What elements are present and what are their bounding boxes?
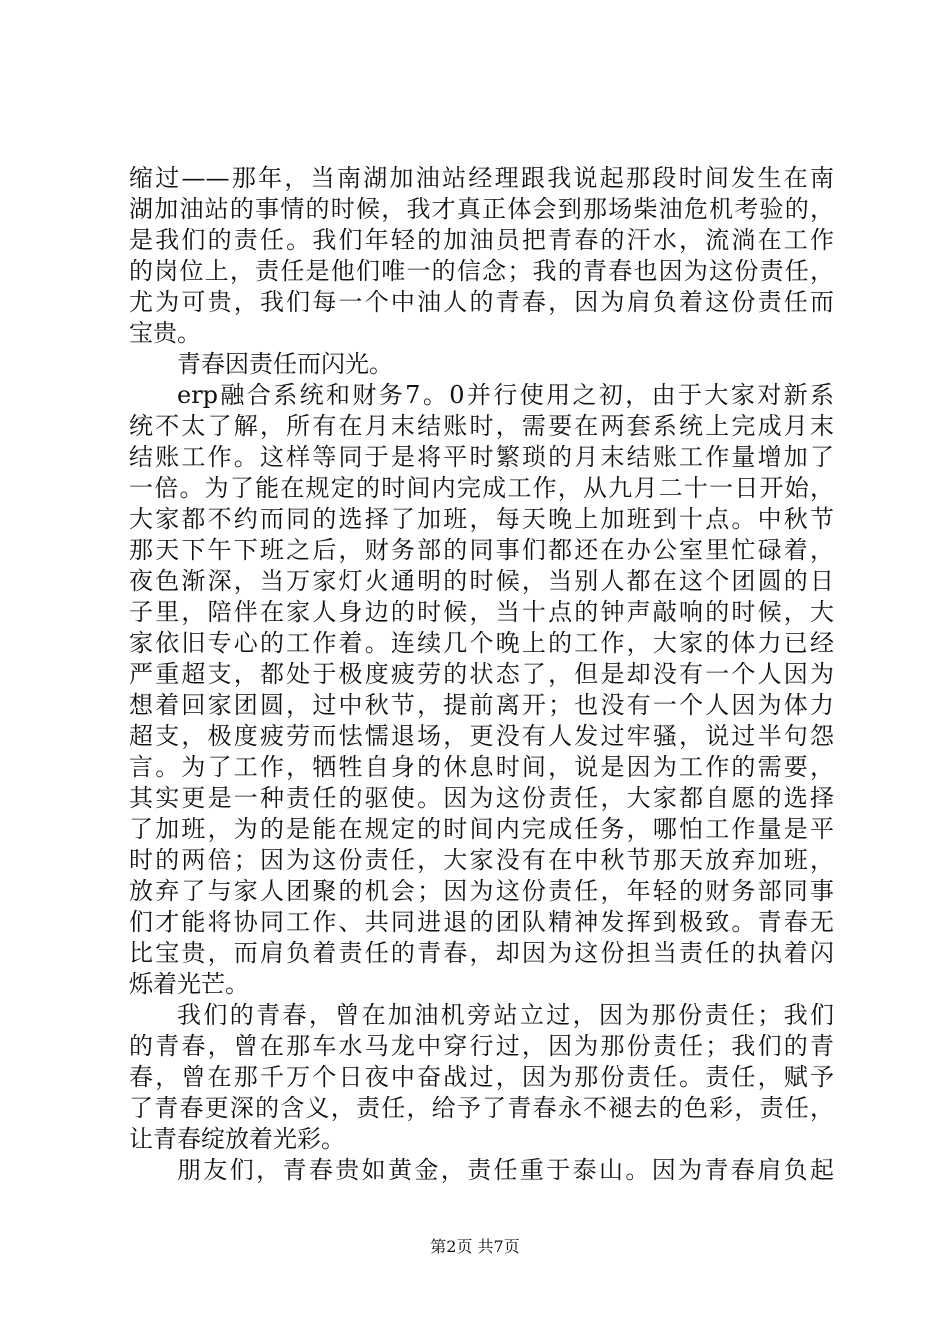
text-line: 那天下午下班之后，财务部的同事们都还在办公室里忙碌着， [129, 536, 834, 564]
paragraph [129, 1000, 834, 1155]
text-line: 结账工作。这样等同于是将平时繁琐的月末结账工作量增加了 [129, 443, 834, 471]
text-line: 我们的青春，曾在加油机旁站立过，因为那份责任；我们 [177, 1001, 834, 1029]
text-line: 其实更是一种责任的驱使。因为这份责任，大家都自愿的选择 [129, 784, 834, 812]
text-line: 了加班，为的是能在规定的时间内完成任务，哪怕工作量是平 [129, 815, 834, 843]
paragraph [129, 349, 834, 380]
text-line: 大家都不约而同的选择了加班，每天晚上加班到十点。中秋节 [129, 505, 834, 533]
text-line: 朋友们，青春贵如黄金，责任重于泰山。因为青春肩负起 [177, 1156, 834, 1184]
text-line: 时的两倍；因为这份责任，大家没有在中秋节那天放弃加班， [129, 846, 834, 874]
document-body [129, 163, 834, 1186]
text-line: 烁着光芒。 [129, 970, 249, 998]
page-footer: 第2页 共7页 [430, 1237, 520, 1256]
paragraph [129, 380, 834, 1000]
text-line: 夜色渐深，当万家灯火通明的时候，当别人都在这个团圆的日 [129, 567, 834, 595]
text-line: 春，曾在那千万个日夜中奋战过，因为那份责任。责任，赋予 [129, 1063, 834, 1091]
text-line: 子里，陪伴在家人身边的时候，当十点的钟声敲响的时候，大 [129, 598, 834, 626]
text-line: 湖加油站的事情的时候，我才真正体会到那场柴油危机考验的， [129, 195, 834, 223]
text-line: 缩过——那年，当南湖加油站经理跟我说起那段时间发生在南 [129, 164, 834, 192]
text-line: 一倍。为了能在规定的时间内完成工作，从九月二十一日开始， [129, 474, 834, 502]
text-line: 言。为了工作，牺牲自身的休息时间，说是因为工作的需要， [129, 753, 834, 781]
paragraph [129, 163, 834, 349]
text-line: 比宝贵，而肩负着责任的青春，却因为这份担当责任的执着闪 [129, 939, 834, 967]
text-line: 宝贵。 [129, 319, 201, 347]
text-line: 严重超支，都处于极度疲劳的状态了，但是却没有一个人因为 [129, 660, 834, 688]
text-line: 尤为可贵，我们每一个中油人的青春，因为肩负着这份责任而 [129, 288, 834, 316]
text-line: 超支，极度疲劳而怯懦退场，更没有人发过牢骚，说过半句怨 [129, 722, 834, 750]
text-line: 了青春更深的含义，责任，给予了青春永不褪去的色彩，责任， [129, 1094, 834, 1122]
text-line: 放弃了与家人团聚的机会；因为这份责任，年轻的财务部同事 [129, 877, 834, 905]
text-line: 是我们的责任。我们年轻的加油员把青春的汗水，流淌在工作 [129, 226, 834, 254]
text-line: 家依旧专心的工作着。连续几个晚上的工作，大家的体力已经 [129, 629, 834, 657]
text-line: 们才能将协同工作、共同进退的团队精神发挥到极致。青春无 [129, 908, 834, 936]
text-line: 的岗位上，责任是他们唯一的信念；我的青春也因为这份责任， [129, 257, 834, 285]
text-line: 让青春绽放着光彩。 [129, 1125, 345, 1153]
text-line: 青春因责任而闪光。 [177, 350, 393, 378]
text-line: 想着回家团圆，过中秋节，提前离开；也没有一个人因为体力 [129, 691, 834, 719]
text-line: erp融合系统和财务7。0并行使用之初，由于大家对新系 [177, 381, 834, 409]
text-line: 统不太了解，所有在月末结账时，需要在两套系统上完成月末 [129, 412, 834, 440]
paragraph [129, 1155, 834, 1186]
text-line: 的青春，曾在那车水马龙中穿行过，因为那份责任；我们的青 [129, 1032, 834, 1060]
